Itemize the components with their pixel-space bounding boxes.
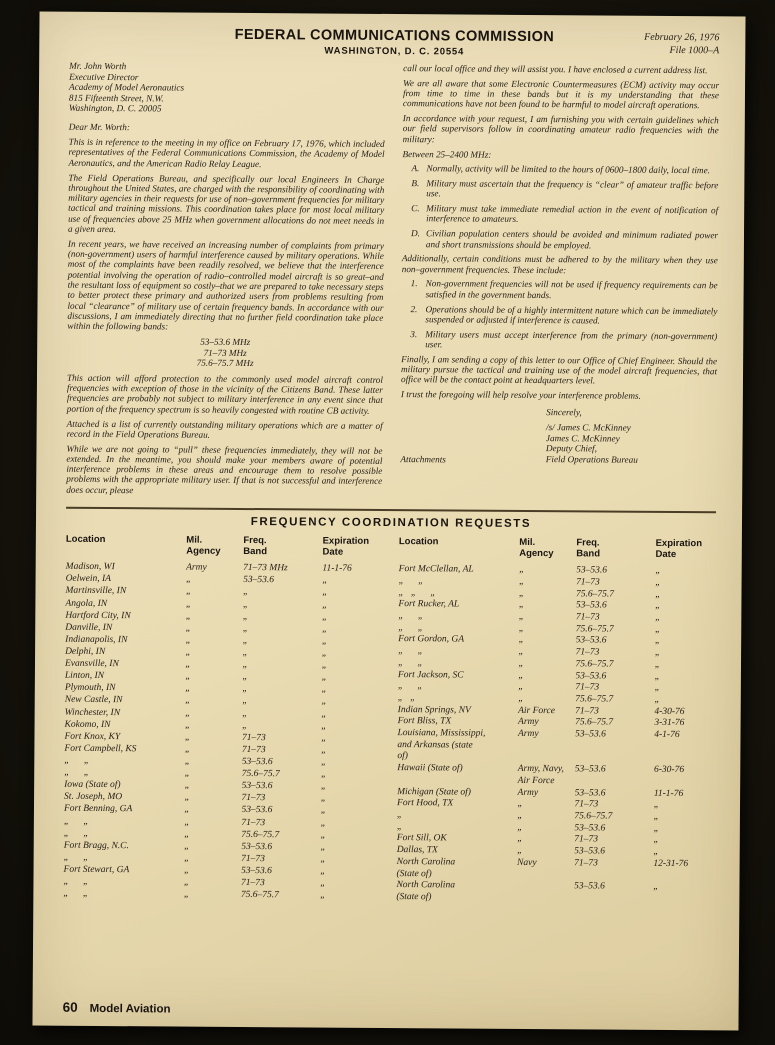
table-cell: „ [320,818,326,829]
table-cell: „ [242,647,248,659]
table-cell: Hawaii (State of) [397,763,463,774]
table-cell: 53–53.6 [241,865,272,877]
table-cell: „ [322,575,328,586]
letterhead-address: WASHINGTON, D. C. 20554 [324,45,465,58]
table-cell: Army [517,787,539,798]
table-cell: „ „ [398,575,424,587]
table-cell: „ [320,793,327,804]
table-cell: 71–73 [574,799,599,810]
table-cell: „ [184,720,191,731]
table-cell: „ [653,882,659,893]
table-cell: „ [322,612,328,623]
table-cell: Indianapolis, IN [65,634,128,646]
table-cell: „ [184,853,190,864]
table-cell: „ [654,659,661,670]
table-cell: „ [183,877,190,888]
table-cell: „ „ [64,767,90,778]
table-cell: „ [185,671,191,682]
table-cell: 53–53.6 [574,846,606,857]
table-cell: „ „ [63,816,89,827]
table-cell: Army [518,717,539,728]
list-marker: 1. [410,278,418,289]
table-cell: Winchester, IN [64,707,121,718]
list-marker: B. [411,178,420,189]
guideline-c [402,203,718,226]
table-cell: 53–53.6 [241,841,273,852]
table-cell: Navy [517,857,537,868]
table-cell: „ [519,565,525,576]
table-cell: „ [653,835,659,846]
table-cell: „ „ [64,755,90,766]
table-cell: Michigan (State of) [397,786,472,798]
condition-3 [401,329,717,352]
text-line: Field Operations Bureau [545,454,638,465]
table-cell: 53–53.6 [241,805,273,816]
table-cell: Fort Gordon, GA [398,634,465,645]
table-cell: „ [321,745,327,756]
table-cell: „ [185,611,192,622]
table-cell: „ [321,757,327,768]
table-cell: „ [321,636,328,647]
list-item-text: Military must ascertain that the frequency is “clear” of amateur traffic before use. [426,178,719,199]
column-header-mil-agency: Mil. Agency [519,537,554,560]
list-marker: 3. [410,328,418,339]
text-line: /s/ James C. McKinney [546,421,631,433]
table-cell: „ [518,576,525,587]
table-cell: North Carolina (State of) [396,856,456,879]
table-cell: Fort Bliss, TX [397,716,452,727]
letter-body [66,61,719,504]
table-cell: „ [518,611,525,622]
table-cell: „ „ [63,888,89,900]
frequency-band: 71–73 MHz [203,347,247,358]
paragraph-protection: This action will afford protection to the commonly used model aircraft control frequencies with exception of those in the vicinity of the Citizens Band. These latter frequencies are probably not subject to military interference in any event since that portion of the frequency spectrum is so heavily congested with routine CB activity. [66,372,384,416]
table-cell: 53–53.6 [576,565,608,576]
table-cell: „ [185,696,191,707]
list-item-text: Non-government frequencies will not be used if frequency requirements can be satisfied in the government bands. [425,278,718,300]
table-cell: „ [320,878,326,889]
column-header-freq-band: Freq. Band [243,535,268,558]
left-column-paragraphs [66,137,384,497]
table-cell: „ [184,756,191,767]
table-cell: „ [185,708,191,719]
table-cell: Angola, IN [65,598,108,609]
table-cell: „ [322,587,328,599]
table-cell: Oelwein, IA [65,574,112,585]
table-cell: „ [322,600,328,611]
table-cell: „ [242,635,248,646]
table-cell: „ [320,781,327,792]
paragraph-attached-list: Attached is a list of currently outstanding military operations which are a matter of record in the Field Operations Bureau. [66,418,383,440]
table-cell: Fort McClellan, AL [398,564,474,575]
table-cell: „ „ [63,876,89,887]
table-cell: „ „ [398,611,424,622]
table-cell: Plymouth, IN [64,683,116,694]
paragraph-complaints: In recent years, we have received an increasing number of complaints from primary (non-government) users of harmful interference caused by military operations. While most of the complaints have been readily resolved, we believe that the interference potential involving the operation of radio–controlled model aircraft is so great–and the resultant loss of equipment so costly–that we are prepared to take necessary steps to better protect these primary and authorized users from problems resulting from local “clearance” of military use of certain frequency bands. In accordance with our discussions, I am immediately directing that no further field coordination take place within the following bands: [67,238,384,332]
table-cell: „ [518,588,525,599]
signature-block [546,422,717,466]
table-cell: „ [655,566,661,577]
table-cell: 53–53.6 [575,635,607,646]
table-cell: 71–73 [574,858,598,869]
column-header-expiration: Expiration Date [322,535,370,558]
signature-row [400,421,716,466]
table-cell: 71–73 [575,682,600,693]
text-line: 815 Fifteenth Street, N.W. [68,92,164,104]
table-cell [517,881,574,905]
table-header-row [399,537,716,566]
table-cell: 11-1-76 [653,788,684,799]
list-marker: 2. [410,303,418,314]
table-cell: „ „ [397,693,416,704]
table-cell: „ [242,599,249,610]
paragraph-between-bands: Between 25–2400 MHz: [402,148,492,160]
table-row [396,857,713,883]
table-cell: „ [517,845,523,857]
paragraph-field-operations: The Field Operations Bureau, and specifically our local Engineers In Charge throughout the United States, are charged with the responsibility of coordinating with military agencies in their requests for use of non–government frequencies for military tactical and training missions. This coordination takes place for most local military use of frequencies above 25 MHz when government allocations do not meet needs in a given area. [67,172,385,235]
table-cell: „ [655,601,661,612]
letter-right-column [400,63,719,504]
table-cell: „ [517,834,523,845]
table-cell: „ [320,830,326,841]
table-cell: Fort Knox, KY [64,731,121,742]
table-cell: „ „ [63,828,89,839]
table-cell: Fort Campbell, KS [64,743,137,755]
letter-left-column [66,61,385,502]
table-cell: Iowa (State of) [64,779,121,791]
table-cell: 71–73 [575,647,600,658]
list-marker: A. [411,163,420,174]
table-cell: „ [321,684,327,695]
table-cell: „ [655,589,661,600]
table-cell: 71–73 [241,744,266,756]
paragraph-ecm: We are all aware that some Electronic Countermeasures (ECM) activity may occur from time to time in these bands but it is my understanding that these communications have not been found to be harmful to model aircraft operations. [402,77,720,111]
table-cell: „ [242,660,248,671]
frequency-band: 75.6–75.7 MHz [196,357,254,369]
table-cell: Fort Sill, OK [396,833,447,844]
table-cell: „ [184,841,190,852]
letter-date: February 26, 1976 [644,31,720,44]
table-cell: 53–53.6 [574,764,606,775]
table-cell: Delphi, IN [65,646,106,658]
table-cell: „ [185,635,191,646]
table-cell: „ [184,792,190,803]
table-header-row [66,535,383,564]
table-cell: 75.6–75.7 [240,890,279,901]
table-cell: „ [185,647,191,658]
table-cell: „ [321,696,327,707]
list-marker: D. [410,228,420,239]
table-cell: „ [518,647,524,658]
frequency-table-right [396,537,716,905]
table-cell: „ [654,647,661,659]
table-cell: Fort Benning, GA [63,804,133,815]
table-cell: „ [655,577,661,588]
table-cell: „ [321,624,328,635]
table-cell: 75.6–75.7 [575,588,615,600]
page-footer [63,999,171,1018]
table-cell: „ [185,683,191,694]
table-cell: 4-30-76 [654,706,685,717]
text-line: James C. McKinney [545,432,620,444]
table-cell: Evansville, IN [64,658,119,670]
table-cell: 53–53.6 [574,729,606,740]
table-cell: „ [184,829,190,840]
table-cell: 53–53.6 [243,575,274,586]
table-cell: „ [321,709,327,720]
condition-1 [402,279,718,302]
table-cell: „ „ [397,657,423,669]
table-cell: „ [184,744,191,755]
table-cell: „ „ [397,681,423,692]
table-cell: Dallas, TX [396,845,438,856]
tables-container [63,535,716,906]
table-cell: 71–73 [241,817,266,828]
table-cell: Hartford City, IN [65,610,131,621]
table-cell: Fort Rucker, AL [398,599,460,610]
table-cell: 4-1-76 [654,729,680,741]
table-cell: 71–73 [575,612,600,623]
text-line: Mr. John Worth [69,60,127,72]
table-cell: Army [186,562,207,573]
table-cell: „ [184,780,190,791]
table-cell: „ [321,648,328,659]
table-row [396,880,713,906]
table-cell: „ [517,810,523,821]
text-line: Deputy Chief, [545,443,597,454]
date-block [644,31,719,58]
table-cell: „ [518,670,524,681]
list-item-text: Military users must accept interference from the primary (non-government) user. [425,328,718,350]
guideline-b [402,178,718,201]
paragraph-additional-conditions: Additionally, certain conditions must be adhered to by the military when they use non–government frequencies. These include: [401,253,718,275]
paragraph-meeting-reference: This is in reference to the meeting in my office on February 17, 1976, which included representatives of the Federal Communications Commission, the Academy of Model Aeronautics, and the American Radio Relay League. [68,136,385,169]
right-column-paragraphs [401,63,719,402]
table-title: FREQUENCY COORDINATION REQUESTS [250,515,532,530]
table-cell: Fort Jackson, SC [397,669,464,681]
guideline-d [402,228,718,251]
table-cell: 75.6–75.7 [575,717,614,728]
table-cell: 75.6–75.7 [575,694,614,705]
table-cell: Kokomo, IN [64,719,111,730]
table-cell: 75.6–75.7 [241,829,280,840]
paragraph-guidelines: In accordance with your request, I am furnishing you with certain guidelines which our field supervisors follow in coordinating amateur radio frequencies with the military: [402,113,719,145]
table-cell: „ [655,612,661,623]
table-cell: „ [242,587,249,598]
table-cell: „ [185,599,192,610]
table-cell: „ [320,842,326,853]
text-line: Academy of Model Aeronautics [68,81,185,93]
column-header-location: Location [398,536,439,548]
list-item-text: Normally, activity will be limited to the hours of 0600–1800 daily, local time. [426,163,711,176]
table-cell: „ [654,671,661,682]
paragraph-not-pulled: While we are not going to “pull” these frequencies immediately, they will not be extended. In the meantime, you should make your members aware of potential interference problems in these areas and encourage them to resolve possible problems with the appropriate military user. If that is not successful and interference does occur, please [66,443,383,495]
closing-sincerely: Sincerely, [546,407,582,418]
frequency-band: 53–53.6 MHz [200,336,251,348]
document-page [32,12,745,1031]
table-cell: 6-30-76 [653,765,685,776]
table-cell: Army, Navy, Air Force [517,764,564,787]
column-header-location: Location [65,534,106,546]
table-cell: „ [183,889,190,900]
table-cell: 71–73 [240,878,265,889]
table-cell: 53–53.6 [241,781,273,792]
table-row [397,763,714,789]
table-cell: „ „ [398,622,424,633]
paragraph-local-office: call our local office and they will assist you. I have enclosed a current address list. [403,63,708,76]
table-cell: „ [184,768,191,779]
table-cell: „ [242,611,249,622]
table-cell: „ [321,733,327,744]
table-cell: St. Joseph, MO [64,792,123,803]
table-cell: „ [320,854,326,865]
table-cell: 75.6–75.7 [241,769,280,780]
table-cell: „ [653,800,660,811]
table-cell: Fort Hood, TX [396,798,454,809]
column-header-mil-agency: Mil. Agency [186,534,221,558]
list-item-text: Military must take immediate remedial action in the event of notification of interference to amateurs. [426,203,719,225]
table-cell: Army [517,728,539,740]
table-cell: North Carolina (State of) [396,880,456,903]
table-cell: 71–73 MHz [243,563,288,574]
table-cell: „ [185,659,191,670]
table-cell: 71–73 [241,793,266,804]
text-line: Executive Director [69,71,139,82]
table-cell: „ [242,708,248,719]
table-cell: 71–73 [575,705,599,717]
table-cell: 75.6–75.7 [574,811,613,822]
list-marker: C. [411,203,420,214]
table-cell: „ „ „ [398,587,436,598]
table-cell: „ [320,805,327,816]
table-cell: 53–53.6 [574,787,606,799]
page-number: 60 [62,999,78,1015]
table-cell: Danville, IN [65,622,113,633]
table-cell: 53–53.6 [575,600,607,611]
table-cell: „ [653,811,660,822]
table-cell: „ [517,799,523,810]
salutation: Dear Mr. Worth: [68,121,130,133]
table-cell: Indian Springs, NV [397,704,471,716]
table-cell: „ [654,624,661,635]
frequency-table-left [63,535,383,903]
table-cell: „ [654,694,660,705]
table-cell: „ [653,846,659,857]
page-title: FEDERAL COMMUNICATIONS COMMISSION [234,26,555,46]
table-cell: „ [183,865,190,876]
table-cell: „ [242,684,248,695]
table-cell: „ [320,890,326,901]
table-cell: „ [321,672,327,683]
table-cell: „ [242,696,248,707]
table-cell: „ [518,658,524,669]
file-number: File 1000–A [669,44,720,57]
table-cell: Martinsville, IN [65,586,127,597]
recipient-address [69,61,385,116]
frequency-coordination-section [63,506,716,906]
table-cell: „ [186,574,192,585]
table-cell: „ [321,660,328,671]
table-cell: „ [185,623,192,634]
table-cell: Fort Bragg, N.C. [63,840,129,851]
table-cell: „ [396,810,403,821]
attachments-note: Attachments [400,453,446,465]
paragraph-trust: I trust the foregoing will help resolve your interference problems. [400,389,641,401]
table-cell: 53–53.6 [241,756,273,768]
table-cell: „ [518,623,525,634]
table-cell: 71–73 [574,834,599,845]
table-cell: „ [320,769,327,780]
column-header-freq-band: Freq. Band [576,537,601,560]
table-cell: Air Force [518,705,556,716]
table-cell: „ [242,720,248,731]
letterhead [69,26,719,61]
table-cell: Louisiana, Mississippi, and Arkansas (state of) [397,728,486,762]
table-cell: 11-1-76 [322,563,352,574]
table-cell: 75.6–75.7 [575,659,614,670]
list-item-text: Operations should be of a highly intermittent nature which can be immediately suspended or adjusted if interference is caused. [425,303,718,326]
table-cell: 75.6–75.7 [575,624,614,635]
table-cell: „ [396,821,403,832]
paragraph-chief-engineer: Finally, I am sending a copy of this letter to our Office of Chief Engineer. Should the military pursue the tactical and training use of the model aircraft frequencies, that office will be the contact point at headquarters level. [400,353,718,386]
condition-2 [401,304,717,327]
table-cell: 53–53.6 [574,822,606,834]
list-item-text: Civilian population centers should be avoided and minimum radiated power and short transmissions should be employed. [425,228,719,250]
table-cell: „ [654,683,660,694]
table-cell: 53–53.6 [575,670,607,682]
table-row [63,889,380,904]
table-cell: „ [184,804,190,816]
table-cell: „ [518,600,525,611]
table-cell: Madison, WI [65,561,115,573]
column-header-expiration: Expiration Date [655,538,703,561]
table-cell: Fort Stewart, GA [63,864,130,876]
table-cell: „ [320,866,326,877]
table-cell: „ „ [63,852,89,863]
table-cell: „ [517,822,523,833]
table-cell: „ „ [398,646,423,657]
table-cell: „ [321,721,327,732]
table-cell: „ [185,587,192,598]
table-cell: „ [518,682,524,693]
table-cell: 12-31-76 [653,858,689,869]
table-cell: 71–73 [241,732,266,743]
table-cell: „ [184,817,190,828]
table-cell: „ [518,693,524,704]
table-cell: „ [654,636,661,647]
protected-frequency-bands [67,336,383,370]
table-row [397,728,714,765]
table-cell: „ [518,635,524,646]
table-cell: „ [242,672,248,683]
table-cell: „ [242,623,249,634]
text-line: Washington, D. C. 20005 [68,103,162,114]
table-cell: Linton, IN [64,670,105,682]
table-cell: „ [653,823,659,834]
table-cell: „ [184,732,191,743]
guideline-a [402,163,718,176]
table-cell: 71–73 [241,853,265,864]
table-cell: 71–73 [576,577,600,588]
table-cell: 53–53.6 [573,881,605,892]
magazine-title: Model Aviation [89,1002,171,1016]
table-cell: 3-31-76 [654,718,685,729]
table-cell: New Castle, IN [64,695,123,706]
